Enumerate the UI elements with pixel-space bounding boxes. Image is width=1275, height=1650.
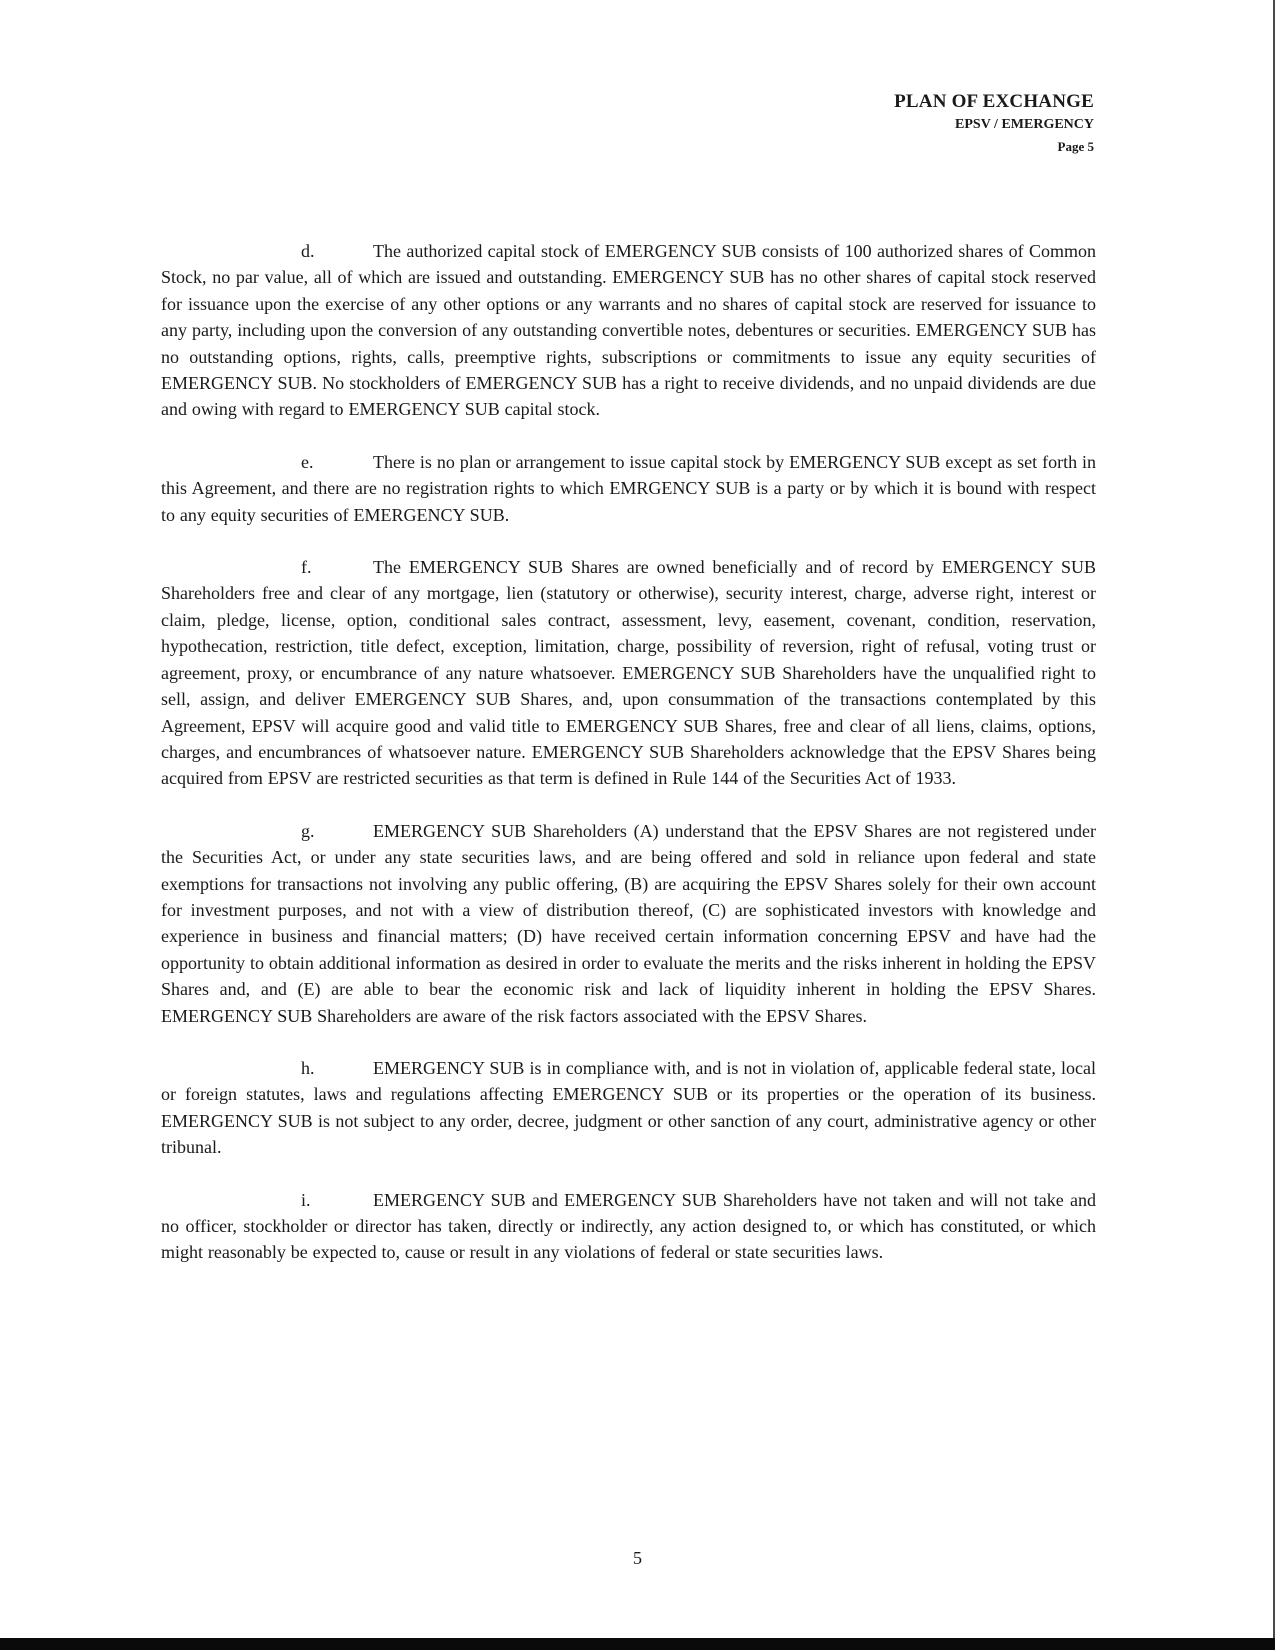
paragraph-text: The authorized capital stock of EMERGENCY SUB consists of 100 authorized shares of Common Stock, no par value, all of which are issued and outstanding. EMERGENCY SUB has no other shares of capital stock reserved for issuance upon the exercise of any other options or any warrants and no shares of capital stock are reserved for issuance to any party, including upon the conversion of any outstanding convertible notes, debentures or securities. EMERGENCY SUB has no outstanding options, rights, calls, preemptive rights, subscriptions or commitments to issue any equity securities of EMERGENCY SUB. No stockholders of EMERGENCY SUB has a right to receive dividends, and no unpaid dividends are due and owing with regard to EMERGENCY SUB capital stock. (161, 241, 1096, 420)
scan-bottom-border (0, 1638, 1275, 1650)
paragraph-letter: i. (301, 1189, 311, 1210)
paragraph-letter: h. (301, 1057, 315, 1078)
paragraph-letter: f. (301, 557, 312, 578)
paragraph-text: The EMERGENCY SUB Shares are owned beneficially and of record by EMERGENCY SUB Shareholders free and clear of any mortgage, lien (statutory or otherwise), security interest, charge, adverse right, interest or claim, pledge, license, option, conditional sales contract, assessment, levy, easement, covenant, condition, reservation, hypothecation, restriction, title defect, exception, limitation, charge, possibility of reversion, right of refusal, voting trust or agreement, proxy, or encumbrance of any nature whatsoever. EMERGENCY SUB Shareholders have the unqualified right to sell, assign, and deliver EMERGENCY SUB Shares, and, upon consummation of the transactions contemplated by this Agreement, EPSV will acquire good and valid title to EMERGENCY SUB Shares, free and clear of all liens, claims, options, charges, and encumbrances of whatsoever nature. EMERGENCY SUB Shareholders acknowledge that the EPSV Shares being acquired from EPSV are restricted securities as that term is defined in Rule 144 of the Securities Act of 1933. (161, 557, 1096, 789)
page-number: 5 (633, 1548, 642, 1568)
paragraph-letter: d. (301, 241, 315, 261)
document-body (161, 238, 1096, 1292)
document-subtitle: EPSV / EMERGENCY (955, 117, 1094, 132)
paragraph-text: EMERGENCY SUB Shareholders (A) understand that the EPSV Shares are not registered under the Securities Act, or under any state securities laws, and are being offered and sold in reliance upon federal and state exemptions for transactions not involving any public offering, (B) are acquiring the EPSV Shares solely for their own account for investment purposes, and not with a view of distribution thereof, (C) are sophisticated investors with knowledge and experience in business and financial matters; (D) have received certain information concerning EPSV and have had the opportunity to obtain additional information as desired in order to evaluate the merits and the risks inherent in holding the EPSV Shares and, and (E) are able to bear the economic risk and lack of liquidity inherent in holding the EPSV Shares. EMERGENCY SUB Shareholders are aware of the risk factors associated with the EPSV Shares. (161, 820, 1096, 1026)
paragraph-f (161, 554, 1096, 792)
paragraph-letter: e. (301, 451, 314, 472)
header-page-label: Page 5 (1057, 139, 1094, 154)
paragraph-i (161, 1187, 1096, 1266)
document-header (894, 90, 1094, 158)
paragraph-letter: g. (301, 820, 315, 841)
paragraph-d (161, 238, 1096, 423)
paragraph-text: EMERGENCY SUB and EMERGENCY SUB Shareholders have not taken and will not take and no officer, stockholder or director has taken, directly or indirectly, any action designed to, or which has constituted, or which might reasonably be expected to, cause or result in any violations of federal or state securities laws. (161, 1189, 1096, 1263)
document-title: PLAN OF EXCHANGE (894, 91, 1094, 112)
paragraph-e (161, 449, 1096, 528)
paragraph-g (161, 818, 1096, 1029)
paragraph-h (161, 1055, 1096, 1161)
paragraph-text: EMERGENCY SUB is in compliance with, and is not in violation of, applicable federal state, local or foreign statutes, laws and regulations affecting EMERGENCY SUB or its properties or the operation of its business. EMERGENCY SUB is not subject to any order, decree, judgment or other sanction of any court, administrative agency or other tribunal. (161, 1057, 1096, 1158)
paragraph-text: There is no plan or arrangement to issue capital stock by EMERGENCY SUB except as set forth in this Agreement, and there are no registration rights to which EMRGENCY SUB is a party or by which it is bound with respect to any equity securities of EMERGENCY SUB. (161, 451, 1096, 525)
